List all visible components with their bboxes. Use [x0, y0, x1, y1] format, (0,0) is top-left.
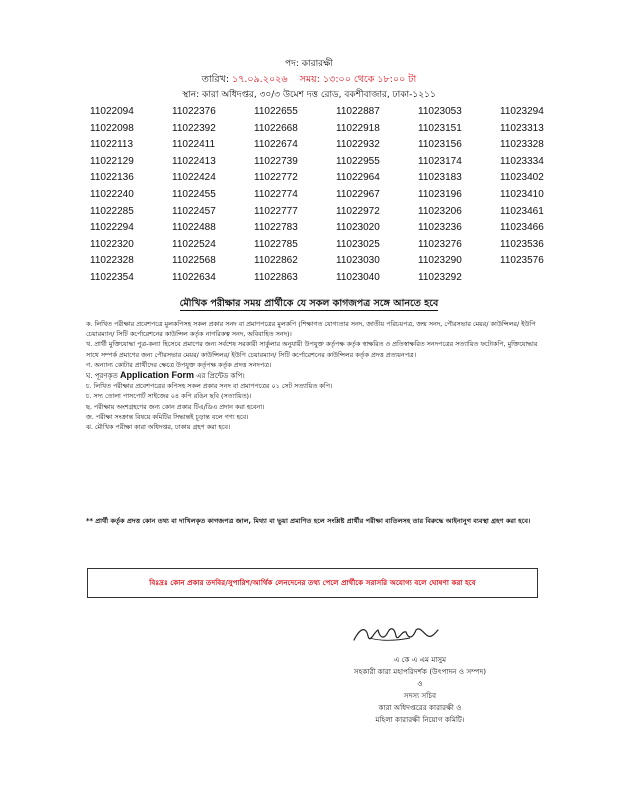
notice-text: বিঃদ্রঃ কোন প্রকার তদবির/সুপারিশ/আর্থিক লেনদেনের তথ্য পেলে প্রার্থীকে সরাসরি অযোগ্য বলে ঘোষণা করা হবে [149, 578, 476, 587]
roll-number: 11023156 [418, 139, 462, 151]
roll-number: 11022113 [90, 139, 134, 151]
roll-number: 11022967 [336, 188, 380, 200]
roll-number: 11023025 [336, 238, 380, 250]
roll-number: 11023328 [500, 139, 544, 151]
roll-number: 11022655 [254, 106, 298, 117]
roll-number: 11022098 [90, 122, 134, 134]
document-item: ক. লিখিত পরীক্ষার প্রবেশপত্রে মুলকপিসহ সকল প্রকার সনদ বা প্রমাণপত্রের মুলকপি (শিক্ষাগত যোগ্যতার সনদ, জাতীয় পরিচয়পত্র, জন্ম সনদ, পৌরসভার মেয়র/ কাউন্সিলর/ ইউপি চেয়ারম্যান/ সিটি কর্পোরেশনের কাউন্সিল কর্তৃক নাগরিকত্ব সনদ, অবিবাহিত সনদ)। [86, 320, 536, 339]
roll-number: 11022972 [336, 205, 380, 217]
roll-number: 11023236 [418, 222, 462, 234]
roll-number: 11022862 [254, 255, 298, 267]
signatory-committee: মহিলা কারারক্ষী নিয়োগ কমিটি। [375, 715, 465, 724]
roll-number: 11022136 [90, 172, 134, 184]
roll-number: 11023313 [500, 122, 544, 134]
documents-list [86, 319, 546, 432]
roll-number: 11022413 [172, 155, 216, 167]
roll-number: 11023290 [418, 255, 462, 267]
roll-number: 11022918 [336, 122, 380, 134]
roll-number: 11022129 [90, 155, 134, 167]
roll-number: 11023053 [418, 106, 462, 117]
signatory-role: সদস্য সচিব [403, 691, 437, 700]
roll-number: 11022392 [172, 122, 216, 134]
roll-number: 11022424 [172, 172, 216, 184]
signatory-dept: কারা অধিদপ্তরের কারারক্ষী ও [378, 703, 462, 712]
roll-number: 11023030 [336, 255, 380, 267]
date-label: তারিখ: [201, 74, 230, 85]
post-title: পদ: কারারক্ষী [284, 59, 333, 69]
roll-number: 11022774 [254, 188, 298, 200]
document-item: ছ. পরীক্ষায় অংশগ্রহণের জন্য কোন প্রকার টিএ/ডিএ প্রদান করা হবেনা। [86, 402, 265, 411]
roll-number: 11022328 [90, 255, 134, 267]
notice-box [87, 568, 538, 598]
roll-number: 11022785 [254, 238, 298, 250]
roll-number: 11022294 [90, 222, 134, 234]
time-value: ১৩:০০ থেকে ১৮:০০ টা [322, 74, 417, 85]
roll-column [418, 104, 462, 287]
time-label: সময়: [299, 74, 320, 85]
roll-number: 11022964 [336, 172, 380, 184]
roll-number: 11022524 [172, 238, 216, 250]
roll-number: 11023040 [336, 271, 380, 283]
application-form-label: Application Form [120, 370, 194, 381]
roll-number: 11022863 [254, 271, 298, 283]
roll-number: 11022094 [90, 106, 134, 117]
roll-number: 11022455 [172, 188, 216, 200]
document-item: ঝ. মৌখিক পরীক্ষা কারা অধিদপ্তর, ঢাকায় গ্রহণ করা হবে। [86, 423, 231, 432]
form-item-suffix: এর প্রিন্টেড কপি। [196, 372, 245, 381]
roll-number: 11023536 [500, 238, 544, 250]
roll-column [254, 104, 298, 287]
signatory-name: এ কে এ এম মাসুম [393, 655, 447, 664]
document-item: জ. পরীক্ষা সংক্রান্ত বিষয়ে কমিটির সিদ্ধান্তই চূড়ান্ত বলে গণ্য হবে। [86, 412, 249, 421]
roll-number: 11023334 [500, 155, 544, 167]
document-item: খ. প্রার্থী মুক্তিযোদ্ধা পুত্র-কন্যা হিসেবে প্রমাণের জন্য সর্বশেষ সরকারী সার্কুলার অনুযায়ী উপযুক্ত কর্তৃপক্ষ কর্তৃক স্বাক্ষরিত ও প্রতিস্বাক্ষরিত সনদপত্রের সত্যায়িত ফটোকপি, মুক্তিযোদ্ধার সাথে সম্পর্ক প্রমাণের জন্য পৌরসভার মেয়র/ কাউন্সিলর/ ইউপি চেয়ারম্যান/ সিটি কর্পোরেশনের কাউন্সিলর কর্তৃক প্রদত্ত প্রত্যয়নপত্র। [86, 340, 538, 359]
roll-number: 11023196 [418, 188, 462, 200]
signatory-and: ও [417, 679, 423, 688]
roll-number: 11023020 [336, 222, 380, 234]
roll-number: 11023183 [418, 172, 462, 184]
roll-number: 11022634 [172, 271, 216, 283]
roll-number: 11023576 [500, 255, 544, 267]
roll-number: 11022887 [336, 106, 380, 117]
form-item-prefix: ঘ. পূরণকৃত [86, 372, 118, 381]
roll-number: 11023410 [500, 188, 544, 200]
document-item-application-form [86, 370, 546, 381]
roll-number: 11023466 [500, 222, 544, 234]
date-time-line [0, 74, 618, 86]
roll-number: 11023294 [500, 106, 544, 117]
roll-number: 11022488 [172, 222, 216, 234]
signatory-block [290, 654, 550, 726]
roll-number: 11022932 [336, 139, 380, 151]
roll-number: 11023206 [418, 205, 462, 217]
roll-column [90, 104, 134, 287]
roll-column [172, 104, 216, 287]
signature-image [350, 618, 440, 652]
roll-number: 11023461 [500, 205, 544, 217]
roll-number: 11022240 [90, 188, 134, 200]
roll-number: 11022354 [90, 271, 134, 283]
roll-number: 11022674 [254, 139, 298, 151]
documents-heading-text: মৌখিক পরীক্ষার সময় প্রার্থীকে যে সকল কাগজপত্র সঙ্গে আনতে হবে [179, 298, 439, 309]
roll-number: 11022668 [254, 122, 298, 134]
roll-column [500, 104, 544, 270]
signatory-designation: সহকারী কারা মহাপরিদর্শক (উৎপাদন ও সম্পদ) [353, 667, 487, 676]
roll-number: 11022783 [254, 222, 298, 234]
roll-number: 11022320 [90, 238, 134, 250]
legal-warning: ** প্রার্থী কর্তৃক প্রদত্ত কোন তথ্য বা দাখিলকৃত কাগজপত্র জাল, মিথ্যা বা ভুয়া প্রমাণিত হলে সংশ্লিষ্ট প্রার্থীর পরীক্ষা বাতিলসহ তার বিরুদ্ধে আইনানুগ ব্যবস্থা গ্রহণ করা হবে। [86, 517, 531, 525]
roll-number: 11023276 [418, 238, 462, 250]
roll-number: 11023292 [418, 271, 462, 283]
roll-column [336, 104, 380, 287]
document-item: চ. লিখিত পরীক্ষার প্রবেশপত্রের কপিসহ সকল প্রকার সনদ বা প্রমাণপত্রের ০১ সেট সত্যায়িত কপি। [86, 382, 333, 391]
venue-line: স্থান: কারা অধিদপ্তর, ৩০/৩ উমেশ দত্ত রোড, বকশীবাজার, ঢাকা-১২১১ [182, 90, 436, 100]
document-item: গ. অন্যান্য কোটার প্রার্থীদের ক্ষেত্রে উপযুক্ত কর্তৃপক্ষ কর্তৃক প্রদত্ত সনদপত্র। [86, 360, 272, 369]
roll-number: 11022568 [172, 255, 216, 267]
date-value: ১৭.০৯.২০২৬ [232, 74, 288, 85]
roll-number: 11022772 [254, 172, 298, 184]
roll-number: 11023174 [418, 155, 462, 167]
roll-number: 11022285 [90, 205, 134, 217]
roll-number: 11022777 [254, 205, 298, 217]
roll-number: 11023402 [500, 172, 544, 184]
documents-heading [0, 297, 618, 310]
roll-number: 11022457 [172, 205, 216, 217]
document-item: চ. সদ্য তোলা পাসপোর্ট সাইজের ০৪ কপি রঙিন ছবি (সত্যায়িত)। [86, 392, 252, 401]
roll-number: 11022955 [336, 155, 380, 167]
roll-number: 11022411 [172, 139, 216, 151]
roll-number-grid [90, 104, 560, 284]
roll-number: 11022376 [172, 106, 216, 117]
roll-number: 11022739 [254, 155, 298, 167]
roll-number: 11023151 [418, 122, 462, 134]
